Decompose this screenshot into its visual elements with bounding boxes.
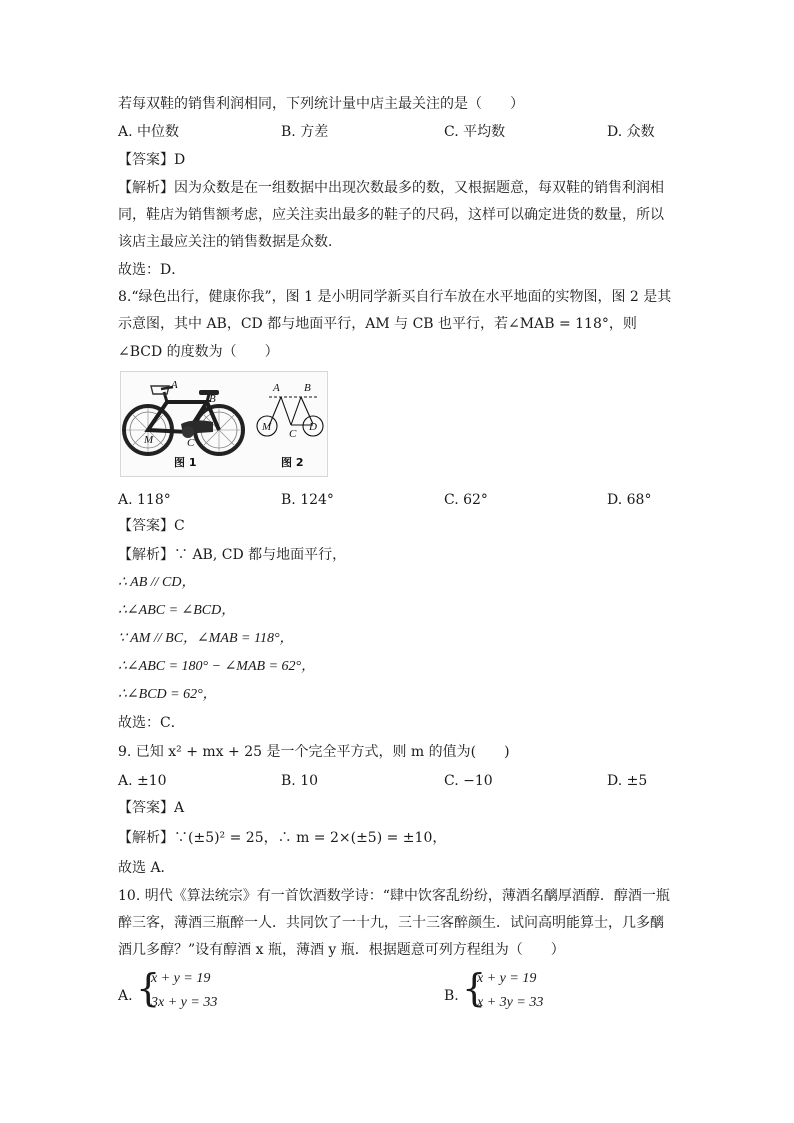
fig1-label-m: M (144, 434, 154, 446)
q7-option-c: C. 平均数 (444, 124, 506, 140)
fig2-label-b: B (304, 382, 311, 394)
q7-analysis-line-1: 【解析】因为众数是在一组数据中出现次数最多的数，又根据题意，每双鞋的销售利润相 (118, 180, 664, 196)
q8-analysis-line-1: 【解析】∵ AB, CD 都与地面平行， (118, 547, 347, 563)
q7-stem: 若每双鞋的销售利润相同，下列统计量中店主最关注的是（ ） (118, 96, 524, 112)
q10-option-b-eq2: x + 3y = 33 (477, 995, 544, 1010)
q8-stem-line-2: 示意图，其中 AB，CD 都与地面平行，AM 与 CB 也平行，若∠MAB = 118°，则 (118, 316, 637, 332)
bicycle-figure (120, 371, 328, 477)
q10-option-b-eq1: x + y = 19 (477, 971, 537, 986)
q8-option-b: B. 124° (281, 492, 334, 508)
q8-answer: 【答案】C (118, 518, 185, 534)
q10-option-b-brace: { (462, 966, 487, 1010)
fig2-caption: 图 2 (281, 456, 304, 469)
q9-option-b: B. 10 (281, 773, 319, 789)
q9-analysis: 【解析】∵(±5)² = 25，∴ m = 2×(±5) = ±10， (118, 830, 447, 846)
bicycle-figure-svg (121, 372, 327, 476)
q8-option-c: C. 62° (444, 492, 488, 508)
fig2-label-d: D (309, 421, 317, 433)
q8-analysis-line-6: ∴∠BCD = 62°， (118, 687, 217, 702)
q10-option-a-eq1: x + y = 19 (151, 971, 211, 986)
fig2-label-a: A (273, 382, 280, 394)
q10-option-a-eq2: 3x + y = 33 (151, 995, 218, 1010)
q9-option-a: A. ±10 (118, 773, 167, 789)
fig2-label-c: C (289, 428, 297, 440)
q7-option-d: D. 众数 (607, 124, 655, 140)
fig2-label-m: M (262, 421, 272, 433)
q8-stem-line-3: ∠BCD 的度数为（ ） (118, 344, 279, 360)
q10-stem-line-1: 10. 明代《算法统宗》有一首饮酒数学诗：“肆中饮客乱纷纷，薄酒名醨厚酒醇．醇酒一瓶 (118, 888, 670, 904)
q8-option-d: D. 68° (607, 492, 652, 508)
q7-choose: 故选：D． (118, 262, 186, 278)
q8-analysis-line-3: ∴∠ABC = ∠BCD， (118, 603, 236, 618)
fig1-label-a: A (171, 379, 178, 391)
q10-option-b-label: B. (444, 988, 459, 1004)
q9-choose: 故选 A． (118, 860, 175, 876)
bicycle-photo (124, 386, 243, 454)
q9-answer: 【答案】A (118, 800, 185, 816)
q9-option-c: C. −10 (444, 773, 493, 789)
q9-stem: 9. 已知 x² + mx + 25 是一个完全平方式，则 m 的值为( ) (118, 744, 510, 760)
q7-option-b: B. 方差 (281, 124, 329, 140)
q8-analysis-line-5: ∴∠ABC = 180° − ∠MAB = 62°， (118, 659, 316, 674)
q8-stem-line-1: 8.“绿色出行，健康你我”，图 1 是小明同学新买自行车放在水平地面的实物图，图 2 是其 (118, 289, 672, 305)
q10-stem-line-2: 醉三客，薄酒三瓶醉一人．共同饮了一十九，三十三客醉颜生．试问高明能算士，几多醨 (118, 915, 664, 931)
q10-stem-line-3: 酒几多醇？”设有醇酒 x 瓶，薄酒 y 瓶．根据题意可列方程组为（ ） (118, 942, 565, 958)
q7-option-a: A. 中位数 (118, 124, 180, 140)
fig1-label-c: C (187, 437, 195, 449)
q7-answer: 【答案】D (118, 152, 186, 168)
q8-analysis-line-2: ∴ AB // CD， (118, 575, 196, 590)
q7-analysis-line-3: 该店主最应关注的销售数据是众数． (118, 234, 342, 250)
q7-analysis-line-2: 同，鞋店为销售额考虑，应关注卖出最多的鞋子的尺码，这样可以确定进货的数量，所以 (118, 207, 664, 223)
q8-option-a: A. 118° (118, 492, 171, 508)
q9-option-d: D. ±5 (607, 773, 648, 789)
q10-option-a-brace: { (136, 966, 161, 1010)
q10-option-a-label: A. (118, 988, 133, 1004)
q8-choose: 故选：C． (118, 715, 185, 731)
fig1-caption: 图 1 (174, 456, 197, 469)
q8-analysis-line-4: ∵ AM // BC，∠MAB = 118°， (118, 631, 294, 646)
fig1-label-b: B (209, 393, 216, 405)
